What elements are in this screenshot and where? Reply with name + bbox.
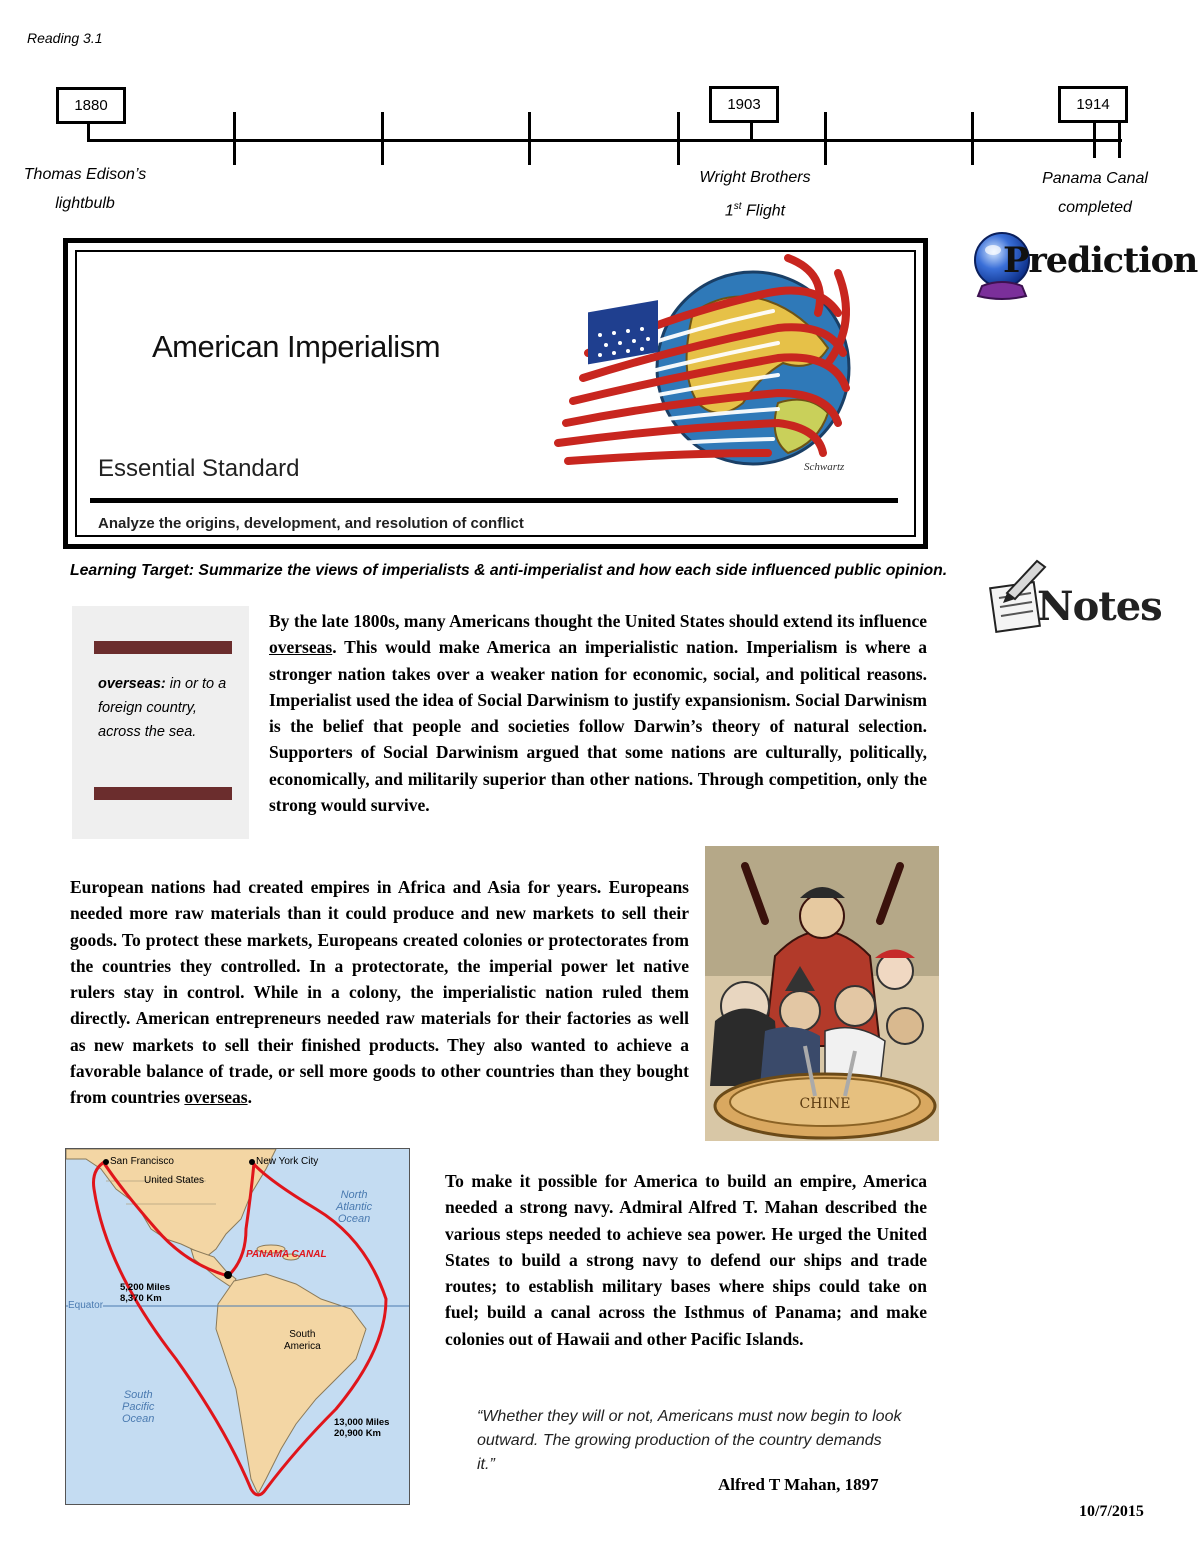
central-america-landmass xyxy=(191,1249,236,1287)
vocab-term: overseas: xyxy=(98,676,166,692)
timeline-tick xyxy=(677,112,680,165)
panama-canal-route-map xyxy=(65,1148,410,1505)
timeline-tick xyxy=(824,112,827,165)
sidebar-divider xyxy=(94,787,232,800)
flag-globe-cartoon xyxy=(528,253,868,483)
banner-title: American Imperialism xyxy=(152,329,441,364)
map-label-new-york: New York City xyxy=(256,1156,319,1167)
vocab-definition: in or to a foreign country, across the sea. xyxy=(98,676,227,740)
timeline-tick xyxy=(1118,118,1121,158)
paragraph-social-darwinism: By the late 1800s, many Americans thought the United States should extend its influence overseas. This would make America an imperialistic nation. Imperialism is where a stronger nation takes over a weaker nation for economic, social, and political reasons. Imperialist used the idea of Social Darwinism to justify expansionism. Social Darwinism is the belief that people and societies follow Darwin’s theory of natural selection. Supporters of Social Darwinism argued that some nations are culturally, politically, economically, and militarily superior than other nations. Through competition, only the strong would survive. xyxy=(269,611,927,816)
vocab-sidebar xyxy=(72,606,249,839)
banner-standard: Analyze the origins, development, and resolution of conflict xyxy=(98,515,524,532)
prediction-label: Prediction xyxy=(1003,240,1198,281)
map-label-long-route-distance: 13,000 Miles 20,900 Km xyxy=(334,1417,390,1439)
notes-label: Notes xyxy=(1037,583,1162,630)
banner-rule xyxy=(90,498,898,503)
timeline-tick xyxy=(750,122,753,142)
timeline-event-panama: Panama Canal completed xyxy=(1042,170,1148,216)
svg-text:CHINE: CHINE xyxy=(799,1096,851,1112)
panama-canal-marker xyxy=(224,1271,232,1279)
banner-subtitle: Essential Standard xyxy=(98,455,300,482)
prediction-badge xyxy=(970,226,1198,302)
map-label-san-francisco: San Francisco xyxy=(110,1156,174,1167)
map-label-south-america: South America xyxy=(284,1329,321,1352)
china-pie-cartoon xyxy=(705,846,939,1141)
vocab-entry xyxy=(98,672,233,744)
glossary-term-overseas: overseas xyxy=(269,637,333,658)
timeline-tick xyxy=(971,112,974,165)
map-label-short-route-distance: 5,200 Miles 8,370 Km xyxy=(120,1282,171,1304)
sidebar-divider xyxy=(94,641,232,654)
year-box-1903: 1903 xyxy=(709,86,779,123)
svg-text:Schwartz: Schwartz xyxy=(804,461,845,473)
quote-attribution: Alfred T Mahan, 1897 xyxy=(718,1475,879,1494)
timeline-axis xyxy=(88,139,1122,142)
timeline-event-edison: Thomas Edison’s lightbulb xyxy=(23,166,147,212)
new-york-marker xyxy=(249,1159,255,1165)
map-label-north-atlantic: North Atlantic Ocean xyxy=(336,1189,373,1225)
notes-badge xyxy=(987,553,1167,638)
reading-label: Reading 3.1 xyxy=(27,30,103,46)
mahan-quote: “Whether they will or not, Americans must now begin to look outward. The growing production of the country demands it.” xyxy=(477,1408,902,1473)
paragraph-mahan-navy: To make it possible for America to build an empire, America needed a strong navy. Admiral Alfred T. Mahan described the various steps needed to achieve sea power. He urged the United States to build a strong navy to defend our ships and trade routes; to establish military bases where ships could take on fuel; build a canal across the Isthmus of Panama; and make colonies out of Hawaii and other Pacific Islands. xyxy=(445,1171,927,1349)
timeline-tick xyxy=(1093,118,1096,158)
timeline-tick xyxy=(87,122,90,142)
timeline-tick xyxy=(381,112,384,165)
timeline-event-wright: Wright Brothers 1st Flight xyxy=(699,169,811,220)
map-label-equator: Equator xyxy=(68,1300,104,1311)
san-francisco-marker xyxy=(103,1159,109,1165)
year-box-1914: 1914 xyxy=(1058,86,1128,123)
learning-target: Learning Target: Summarize the views of imperialists & anti-imperialist and how each side influenced public opinion. xyxy=(70,562,948,579)
map-label-panama-canal: PANAMA CANAL xyxy=(246,1249,327,1260)
map-label-south-pacific: South Pacific Ocean xyxy=(122,1389,155,1425)
timeline-tick xyxy=(528,112,531,165)
timeline-tick xyxy=(233,112,236,165)
glossary-term-overseas: overseas xyxy=(184,1087,248,1108)
essential-standard-banner xyxy=(63,238,928,549)
footer-date: 10/7/2015 xyxy=(1079,1503,1144,1520)
year-box-1880: 1880 xyxy=(56,87,126,124)
map-label-united-states: United States xyxy=(144,1175,205,1186)
paragraph-european-empires: European nations had created empires in Africa and Asia for years. Europeans needed more raw materials than it could produce and new markets to sell their goods. To protect these markets, Europeans created colonies or protectorates from the countries they controlled. In a protectorate, the imperial power let native rulers stay in control. While in a colony, the imperialistic nation ruled them directly. American entrepreneurs needed raw materials for their factories as well as new markets to sell their finished products. They also wanted to achieve a favorable balance of trade, or sell more goods to other countries than they bought from countries overseas. xyxy=(70,877,689,1108)
